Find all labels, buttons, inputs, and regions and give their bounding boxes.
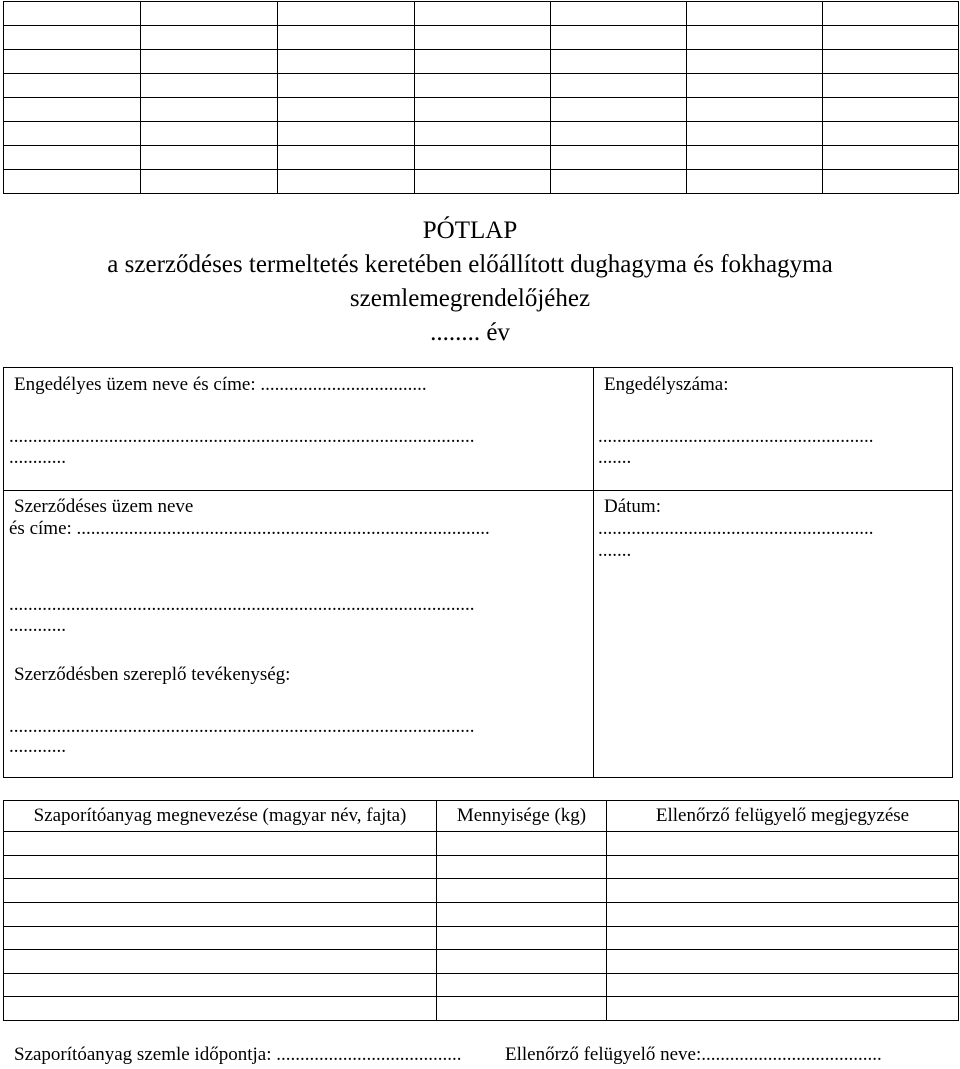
table-cell[interactable]	[437, 832, 607, 856]
table-cell[interactable]	[437, 973, 607, 997]
blank-grid-cell[interactable]	[278, 50, 415, 74]
engedelyes-dots-2[interactable]: ............	[9, 447, 66, 468]
info-left-panel	[3, 367, 594, 778]
table-cell[interactable]	[437, 879, 607, 903]
blank-grid-cell[interactable]	[415, 170, 551, 194]
blank-grid-cell[interactable]	[278, 146, 415, 170]
column-header-material: Szaporítóanyag megnevezése (magyar név, fajta)	[4, 801, 437, 832]
blank-grid-cell[interactable]	[4, 146, 141, 170]
blank-grid-row	[4, 74, 959, 98]
blank-grid-row	[4, 26, 959, 50]
table-header-row	[4, 801, 959, 832]
document-title	[0, 214, 940, 350]
top-blank-grid	[3, 1, 958, 193]
blank-grid-cell[interactable]	[415, 74, 551, 98]
datum-dots-1[interactable]: ..........................................................	[598, 518, 874, 539]
inspection-date-field[interactable]: Szaporítóanyag szemle időpontja: .......................................	[14, 1044, 462, 1065]
table-cell[interactable]	[4, 950, 437, 974]
info-box	[3, 367, 954, 778]
blank-grid-cell[interactable]	[687, 146, 823, 170]
table-cell[interactable]	[4, 902, 437, 926]
blank-grid-cell[interactable]	[687, 74, 823, 98]
blank-grid-cell[interactable]	[551, 26, 687, 50]
blank-grid-cell[interactable]	[415, 146, 551, 170]
engedelyes-dots-1[interactable]: ..................................................................................................	[9, 426, 475, 447]
table-row	[4, 879, 959, 903]
tevekenyseg-label: Szerződésben szereplő tevékenység:	[14, 664, 291, 685]
blank-grid-cell[interactable]	[4, 74, 141, 98]
table-cell[interactable]	[437, 926, 607, 950]
blank-grid-cell[interactable]	[687, 2, 823, 26]
title-line-3: szemlemegrendelőjéhez	[349, 285, 591, 312]
blank-grid-cell[interactable]	[4, 2, 141, 26]
blank-grid-cell[interactable]	[278, 122, 415, 146]
table-row	[4, 902, 959, 926]
column-header-inspector-note: Ellenőrző felügyelő megjegyzése	[607, 801, 959, 832]
blank-grid-cell[interactable]	[823, 122, 959, 146]
table-cell[interactable]	[437, 902, 607, 926]
blank-grid-cell[interactable]	[415, 50, 551, 74]
engedelyszam-label: Engedélyszáma:	[604, 374, 729, 395]
blank-grid-cell[interactable]	[141, 122, 278, 146]
tevekenyseg-dots-2[interactable]: ............	[9, 736, 66, 757]
blank-grid-cell[interactable]	[141, 146, 278, 170]
blank-grid-cell[interactable]	[551, 170, 687, 194]
table-cell[interactable]	[607, 950, 959, 974]
table-row	[4, 855, 959, 879]
blank-grid-cell[interactable]	[278, 98, 415, 122]
blank-grid-cell[interactable]	[687, 170, 823, 194]
blank-grid-cell[interactable]	[278, 74, 415, 98]
blank-grid-cell[interactable]	[823, 146, 959, 170]
table-cell[interactable]	[437, 997, 607, 1021]
blank-grid-cell[interactable]	[823, 74, 959, 98]
blank-grid-cell[interactable]	[551, 98, 687, 122]
blank-grid-cell[interactable]	[687, 98, 823, 122]
table-cell[interactable]	[607, 926, 959, 950]
title-line-4: ........ év	[430, 319, 510, 346]
blank-grid-cell[interactable]	[823, 170, 959, 194]
table-row	[4, 950, 959, 974]
column-header-quantity: Mennyisége (kg)	[437, 801, 607, 832]
blank-grid-cell[interactable]	[823, 50, 959, 74]
table-row	[4, 997, 959, 1021]
divider	[592, 490, 952, 491]
datum-label: Dátum:	[604, 496, 661, 517]
szerzodeses-dots-2[interactable]: ............	[9, 615, 66, 636]
blank-grid-cell[interactable]	[415, 98, 551, 122]
table-row	[4, 973, 959, 997]
blank-grid-cell[interactable]	[4, 26, 141, 50]
table-cell[interactable]	[4, 926, 437, 950]
table-cell[interactable]	[4, 973, 437, 997]
info-right-panel	[592, 367, 953, 778]
material-table	[3, 800, 958, 1021]
engedelyszam-dots-1[interactable]: ..........................................................	[598, 426, 874, 447]
blank-grid-cell[interactable]	[141, 170, 278, 194]
blank-grid-cell[interactable]	[278, 26, 415, 50]
table-cell[interactable]	[607, 997, 959, 1021]
blank-grid-cell[interactable]	[141, 2, 278, 26]
blank-grid-cell[interactable]	[551, 146, 687, 170]
blank-grid-cell[interactable]	[823, 98, 959, 122]
title-line-2: a szerződéses termeltetés keretében előállított dughagyma és fokhagyma	[107, 251, 833, 278]
blank-grid-cell[interactable]	[415, 122, 551, 146]
table-cell[interactable]	[437, 950, 607, 974]
blank-grid-cell[interactable]	[551, 2, 687, 26]
blank-grid-cell[interactable]	[278, 2, 415, 26]
blank-grid-cell[interactable]	[4, 170, 141, 194]
blank-grid-cell[interactable]	[4, 122, 141, 146]
blank-grid-cell[interactable]	[823, 2, 959, 26]
table-cell[interactable]	[4, 832, 437, 856]
blank-grid-cell[interactable]	[141, 74, 278, 98]
table-cell[interactable]	[607, 902, 959, 926]
table-row	[4, 832, 959, 856]
blank-grid-cell[interactable]	[823, 26, 959, 50]
blank-grid-cell[interactable]	[551, 50, 687, 74]
table-cell[interactable]	[607, 832, 959, 856]
table-cell[interactable]	[4, 855, 437, 879]
blank-grid-cell[interactable]	[551, 74, 687, 98]
blank-grid-cell[interactable]	[278, 170, 415, 194]
blank-grid-cell[interactable]	[415, 2, 551, 26]
table-cell[interactable]	[607, 855, 959, 879]
blank-grid-cell[interactable]	[687, 50, 823, 74]
blank-grid-row	[4, 98, 959, 122]
szerzodeses-label-1: Szerződéses üzem neve	[14, 496, 194, 517]
blank-grid-cell[interactable]	[415, 26, 551, 50]
blank-grid-cell[interactable]	[687, 122, 823, 146]
blank-grid-cell[interactable]	[141, 98, 278, 122]
table-cell[interactable]	[4, 997, 437, 1021]
blank-grid-row	[4, 50, 959, 74]
blank-grid-cell[interactable]	[4, 98, 141, 122]
blank-grid-row	[4, 146, 959, 170]
divider	[4, 490, 593, 491]
blank-grid-cell[interactable]	[4, 50, 141, 74]
table-cell[interactable]	[607, 879, 959, 903]
table-row	[4, 926, 959, 950]
szerzodeses-label-2[interactable]: és címe: .......................................................................................	[9, 518, 490, 539]
inspector-name-field[interactable]: Ellenőrző felügyelő neve:......................................	[505, 1044, 882, 1065]
blank-grid-cell[interactable]	[687, 26, 823, 50]
szerzodeses-dots-1[interactable]: ..................................................................................................	[9, 594, 475, 615]
blank-grid-row	[4, 122, 959, 146]
engedelyes-label[interactable]: Engedélyes üzem neve és címe: ...................................	[14, 374, 427, 395]
engedelyszam-dots-2[interactable]: .......	[598, 447, 632, 468]
blank-grid-cell[interactable]	[551, 122, 687, 146]
tevekenyseg-dots-1[interactable]: ..................................................................................................	[9, 716, 475, 737]
blank-grid-cell[interactable]	[141, 26, 278, 50]
blank-grid-cell[interactable]	[141, 50, 278, 74]
table-cell[interactable]	[437, 855, 607, 879]
blank-grid-row	[4, 2, 959, 26]
title-line-1: PÓTLAP	[422, 217, 518, 244]
blank-grid-row	[4, 170, 959, 194]
datum-dots-2[interactable]: .......	[598, 540, 632, 561]
table-cell[interactable]	[4, 879, 437, 903]
table-cell[interactable]	[607, 973, 959, 997]
